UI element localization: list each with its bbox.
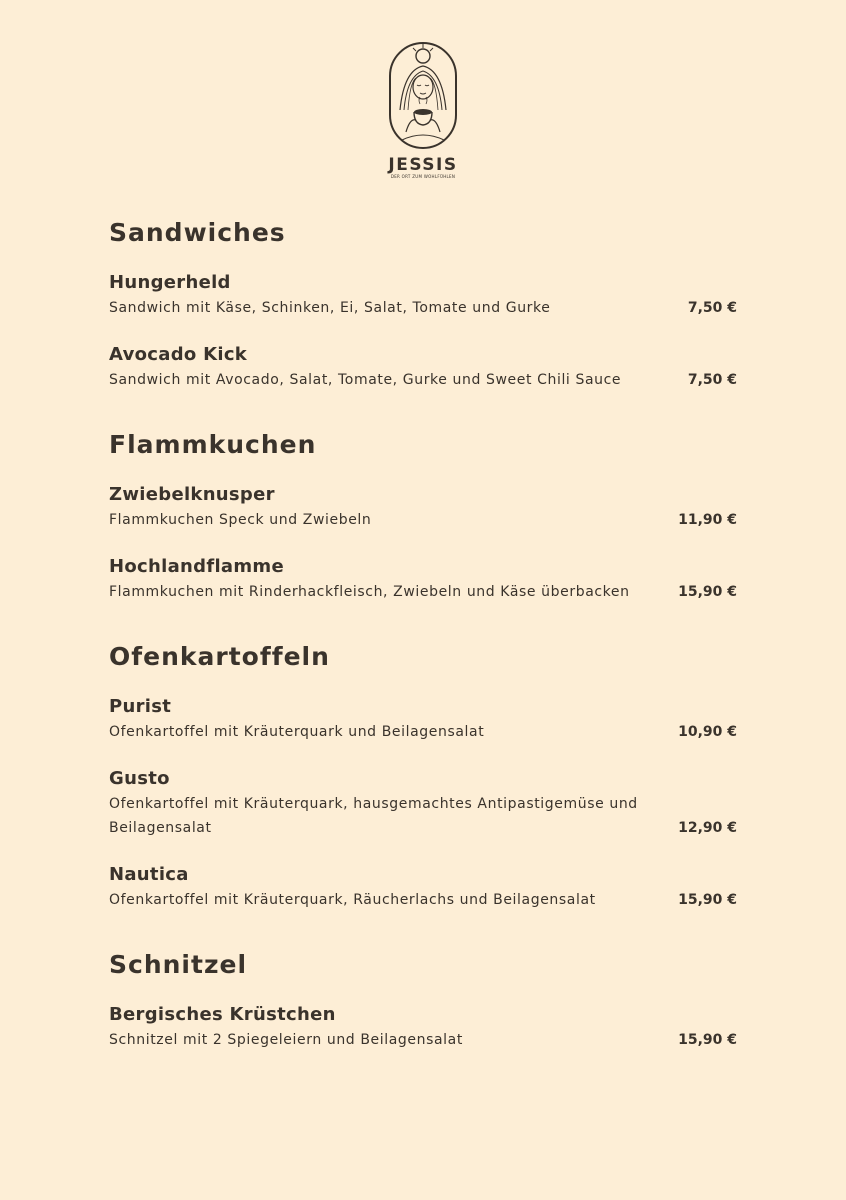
item-name: Gusto [109, 768, 170, 789]
menu-item [109, 554, 737, 604]
section-title: Flammkuchen [109, 430, 317, 459]
item-description: Flammkuchen Speck und Zwiebeln [109, 512, 372, 528]
item-price: 7,50 € [687, 300, 737, 316]
woman-with-coffee-cup-icon [386, 40, 460, 152]
menu [109, 214, 737, 1086]
brand-tagline: DER ORT ZUM WOHLFÜHLEN [390, 174, 456, 179]
brand-logo [383, 40, 463, 180]
item-name: Purist [109, 696, 172, 717]
menu-item [109, 342, 737, 392]
menu-item [109, 766, 737, 840]
item-price: 7,50 € [687, 372, 737, 388]
item-name: Zwiebelknusper [109, 484, 275, 505]
menu-item [109, 862, 737, 912]
item-price: 15,90 € [678, 584, 737, 600]
brand-name: JESSIS [388, 155, 458, 175]
item-price: 15,90 € [678, 892, 737, 908]
section-title: Ofenkartoffeln [109, 642, 330, 671]
item-price: 11,90 € [678, 512, 737, 528]
item-description: Ofenkartoffel mit Kräuterquark und Beilagensalat [109, 724, 485, 740]
section-schnitzel [109, 946, 737, 1052]
item-name: Hungerheld [109, 272, 231, 293]
menu-item [109, 482, 737, 532]
menu-item [109, 694, 737, 744]
item-price: 15,90 € [678, 1032, 737, 1048]
item-description: Ofenkartoffel mit Kräuterquark, hausgemachtes Antipastigemüse und Beilagensalat [109, 796, 638, 836]
item-description: Schnitzel mit 2 Spiegeleiern und Beilagensalat [109, 1032, 463, 1048]
menu-item [109, 270, 737, 320]
section-title: Schnitzel [109, 950, 248, 979]
section-flammkuchen [109, 426, 737, 604]
item-name: Avocado Kick [109, 344, 248, 365]
section-sandwiches [109, 214, 737, 392]
item-description: Ofenkartoffel mit Kräuterquark, Räucherlachs und Beilagensalat [109, 892, 596, 908]
section-ofenkartoffeln [109, 638, 737, 912]
item-description: Sandwich mit Käse, Schinken, Ei, Salat, Tomate und Gurke [109, 300, 551, 316]
item-description: Flammkuchen mit Rinderhackfleisch, Zwiebeln und Käse überbacken [109, 584, 630, 600]
section-title: Sandwiches [109, 218, 286, 247]
item-name: Bergisches Krüstchen [109, 1004, 336, 1025]
item-price: 10,90 € [678, 724, 737, 740]
item-name: Hochlandflamme [109, 556, 284, 577]
item-name: Nautica [109, 864, 189, 885]
item-price: 12,90 € [678, 820, 737, 836]
item-description: Sandwich mit Avocado, Salat, Tomate, Gurke und Sweet Chili Sauce [109, 372, 622, 388]
menu-item [109, 1002, 737, 1052]
